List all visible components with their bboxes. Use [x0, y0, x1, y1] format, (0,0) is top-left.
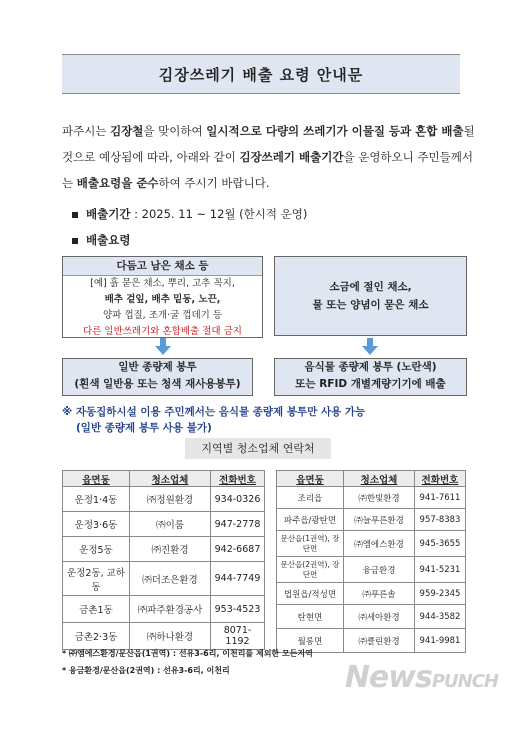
- cell: 문산읍(2권역), 장단면: [277, 557, 344, 583]
- method-bullet: [72, 232, 130, 248]
- table-row: [63, 562, 265, 596]
- newspunch-watermark-logo: [345, 660, 498, 695]
- cell: 942-6687: [211, 537, 265, 562]
- col-company: 청소업체: [130, 471, 211, 487]
- result-line: 일반 종량제 봉투: [118, 361, 197, 373]
- cell: ㈜세아환경: [344, 605, 415, 629]
- cell: ㈜클린환경: [344, 629, 415, 653]
- cell: ㈜파주환경공사: [130, 596, 211, 623]
- cell: 944-3582: [415, 605, 466, 629]
- cell: 금촌1동: [63, 596, 130, 623]
- salted-vegetable-box: [274, 256, 467, 336]
- cell: 운정1·4동: [63, 487, 130, 512]
- cell: 운정3·6동: [63, 512, 130, 537]
- intro-text: 파주시는: [62, 124, 111, 138]
- intro-bold: 김장쓰레기 배출기간: [239, 150, 344, 164]
- table-row: [277, 605, 466, 629]
- note-line: ※ 자동집하시설 이용 주민께서는 음식물 종량제 봉투만 사용 가능: [62, 406, 366, 418]
- food-bag-result: [274, 358, 467, 396]
- bullet-square-icon: [72, 212, 78, 218]
- cell: 953-4523: [211, 596, 265, 623]
- cell: 조리읍: [277, 487, 344, 509]
- result-line: 또는 RFID 개별계량기기에 배출: [295, 378, 446, 390]
- cell: ㈜진환경: [130, 537, 211, 562]
- cell: ㈜하나환경: [130, 623, 211, 650]
- intro-text: 을 맞이하여: [143, 124, 207, 138]
- note-line: (일반 종량제 봉투 사용 불가): [76, 422, 212, 434]
- left-box-warning: 다른 일반쓰레기와 혼합배출 절대 금지: [83, 326, 242, 337]
- footnote-1: * ㈜엠에스환경/문산읍(1권역) : 선유3-6리, 이천리를 제외한 모든지역: [62, 649, 313, 658]
- right-box-line: 물 또는 양념이 묻은 채소: [312, 299, 429, 311]
- table-row: [277, 583, 466, 605]
- cell: 월롱면: [277, 629, 344, 653]
- cell: ㈜늘푸른환경: [344, 509, 415, 531]
- right-down-arrow-icon: [362, 338, 378, 355]
- method-label: 배출요령: [86, 233, 131, 247]
- right-box-line: 소금에 절인 채소,: [329, 281, 412, 293]
- cell: 959-2345: [415, 583, 466, 605]
- left-box-line: [예] 흙 묻은 채소, 뿌리, 고추 꼭지,: [90, 278, 235, 289]
- table-row: [63, 487, 265, 512]
- table-header-row: [277, 471, 466, 487]
- left-down-arrow-icon: [155, 338, 171, 355]
- cell: 941-7611: [415, 487, 466, 509]
- table-row: [277, 487, 466, 509]
- period-bullet: [72, 206, 307, 222]
- title-banner: [62, 54, 460, 94]
- col-phone: 전화번호: [415, 471, 466, 487]
- col-company: 청소업체: [344, 471, 415, 487]
- general-bag-result: [62, 358, 253, 396]
- cell: 탄현면: [277, 605, 344, 629]
- page-title: 김장쓰레기 배출 요령 안내문: [158, 65, 364, 84]
- table-row: [277, 531, 466, 557]
- period-value: : 2025. 11 ~ 12월 (한시적 운영): [134, 207, 308, 221]
- cell: ㈜더조은환경: [130, 562, 211, 596]
- cell: 융금환경: [344, 557, 415, 583]
- table-row: [63, 537, 265, 562]
- cell: 법원읍/적성면: [277, 583, 344, 605]
- cell: 운정5동: [63, 537, 130, 562]
- table-header-row: [63, 471, 265, 487]
- intro-bold: 김장철: [110, 124, 144, 138]
- intro-text: 하여 주시기 바랍니다.: [158, 176, 270, 190]
- table-row: [277, 509, 466, 531]
- cell: 운정2동, 교하동: [63, 562, 130, 596]
- cell: ㈜한빛환경: [344, 487, 415, 509]
- left-box-line: 양파 껍질, 조개·굴 껍데기 등: [102, 310, 223, 321]
- intro-text: 될 것으로 예상됨에 따라, 아래와 같이: [62, 124, 475, 164]
- col-district: 읍면동: [277, 471, 344, 487]
- intro-paragraph: [62, 118, 482, 196]
- cell: 문산읍(1권역), 장단면: [277, 531, 344, 557]
- watermark-text: News: [344, 660, 432, 695]
- cell: 8071-1192: [211, 623, 265, 650]
- table-row: [277, 557, 466, 583]
- col-phone: 전화번호: [211, 471, 265, 487]
- auto-collection-note: [62, 404, 365, 436]
- result-line: (흰색 일반용 또는 청색 재사용봉투): [74, 378, 241, 390]
- bullet-square-icon: [72, 238, 78, 244]
- contacts-heading: 지역별 청소업체 연락처: [185, 438, 331, 459]
- left-contacts-table: [62, 470, 265, 650]
- cell: 957-8383: [415, 509, 466, 531]
- table-row: [63, 623, 265, 650]
- vegetable-scraps-box: [62, 256, 263, 338]
- watermark-text: PUNCH: [431, 671, 498, 692]
- period-label: 배출기간: [86, 207, 131, 221]
- cell: 945-3655: [415, 531, 466, 557]
- table-row: [63, 596, 265, 623]
- left-box-header: 다듬고 남은 채소 등: [63, 257, 262, 276]
- cell: 947-2778: [211, 512, 265, 537]
- right-contacts-table: [276, 470, 466, 653]
- cell: 941-9981: [415, 629, 466, 653]
- cell: 941-5231: [415, 557, 466, 583]
- cell: 934-0326: [211, 487, 265, 512]
- cell: ㈜푸른솔: [344, 583, 415, 605]
- col-district: 읍면동: [63, 471, 130, 487]
- intro-text: 을 운영하오니 주민들께서는: [62, 150, 473, 190]
- intro-bold: 배출요령을 준수: [76, 176, 159, 190]
- footnote-2: * 융금환경/문산읍(2권역) : 선유3-6리, 이천리: [62, 666, 230, 675]
- table-row: [63, 512, 265, 537]
- cell: 금촌2·3동: [63, 623, 130, 650]
- cell: ㈜엠에스환경: [344, 531, 415, 557]
- cell: ㈜정원환경: [130, 487, 211, 512]
- left-box-line: 배추 겉잎, 배추 밑동, 노끈,: [104, 294, 221, 305]
- cell: 944-7749: [211, 562, 265, 596]
- intro-bold: 일시적으로 다량의 쓰레기가 이물질 등과 혼합 배출: [206, 124, 464, 138]
- result-line: 음식물 종량제 봉투 (노란색): [304, 361, 437, 373]
- cell: ㈜이룸: [130, 512, 211, 537]
- cell: 파주읍/광탄면: [277, 509, 344, 531]
